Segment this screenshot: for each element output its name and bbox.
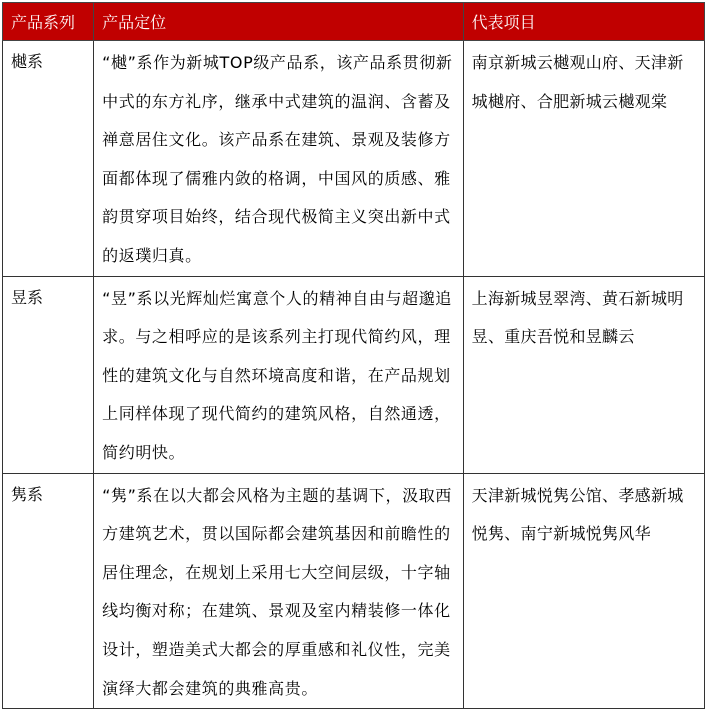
table-row (3, 473, 705, 709)
table-row (3, 276, 705, 473)
table-header-row (3, 3, 705, 41)
header-positioning: 产品定位 (94, 3, 464, 41)
series-positioning: “隽”系在以大都会风格为主题的基调下，汲取西方建筑艺术，贯以国际都会建筑基因和前瞻性的居住理念，在规划上采用七大空间层级，十字轴线均衡对称；在建筑、景观及室内精装修一体化设计，塑造美式大都会的厚重感和礼仪性，完美演绎大都会建筑的典雅高贵。 (94, 473, 464, 709)
series-name: 樾系 (3, 41, 94, 277)
series-name: 隽系 (3, 473, 94, 709)
header-projects: 代表项目 (463, 3, 704, 41)
series-name: 昱系 (3, 276, 94, 473)
series-projects: 南京新城云樾观山府、天津新城樾府、合肥新城云樾观棠 (463, 41, 704, 277)
series-projects: 天津新城悦隽公馆、孝感新城悦隽、南宁新城悦隽风华 (463, 473, 704, 709)
series-positioning: “樾”系作为新城TOP级产品系，该产品系贯彻新中式的东方礼序，继承中式建筑的温润、含蓄及禅意居住文化。该产品系在建筑、景观及装修方面都体现了儒雅内敛的格调，中国风的质感、雅韵贯穿项目始终，结合现代极简主义突出新中式的返璞归真。 (94, 41, 464, 277)
series-projects: 上海新城昱翠湾、黄石新城明昱、重庆吾悦和昱麟云 (463, 276, 704, 473)
table-row (3, 41, 705, 277)
series-positioning: “昱”系以光辉灿烂寓意个人的精神自由与超邈追求。与之相呼应的是该系列主打现代简约风，理性的建筑文化与自然环境高度和谐，在产品规划上同样体现了现代简约的建筑风格，自然通透，简约明快。 (94, 276, 464, 473)
product-series-table (2, 2, 705, 709)
header-series: 产品系列 (3, 3, 94, 41)
